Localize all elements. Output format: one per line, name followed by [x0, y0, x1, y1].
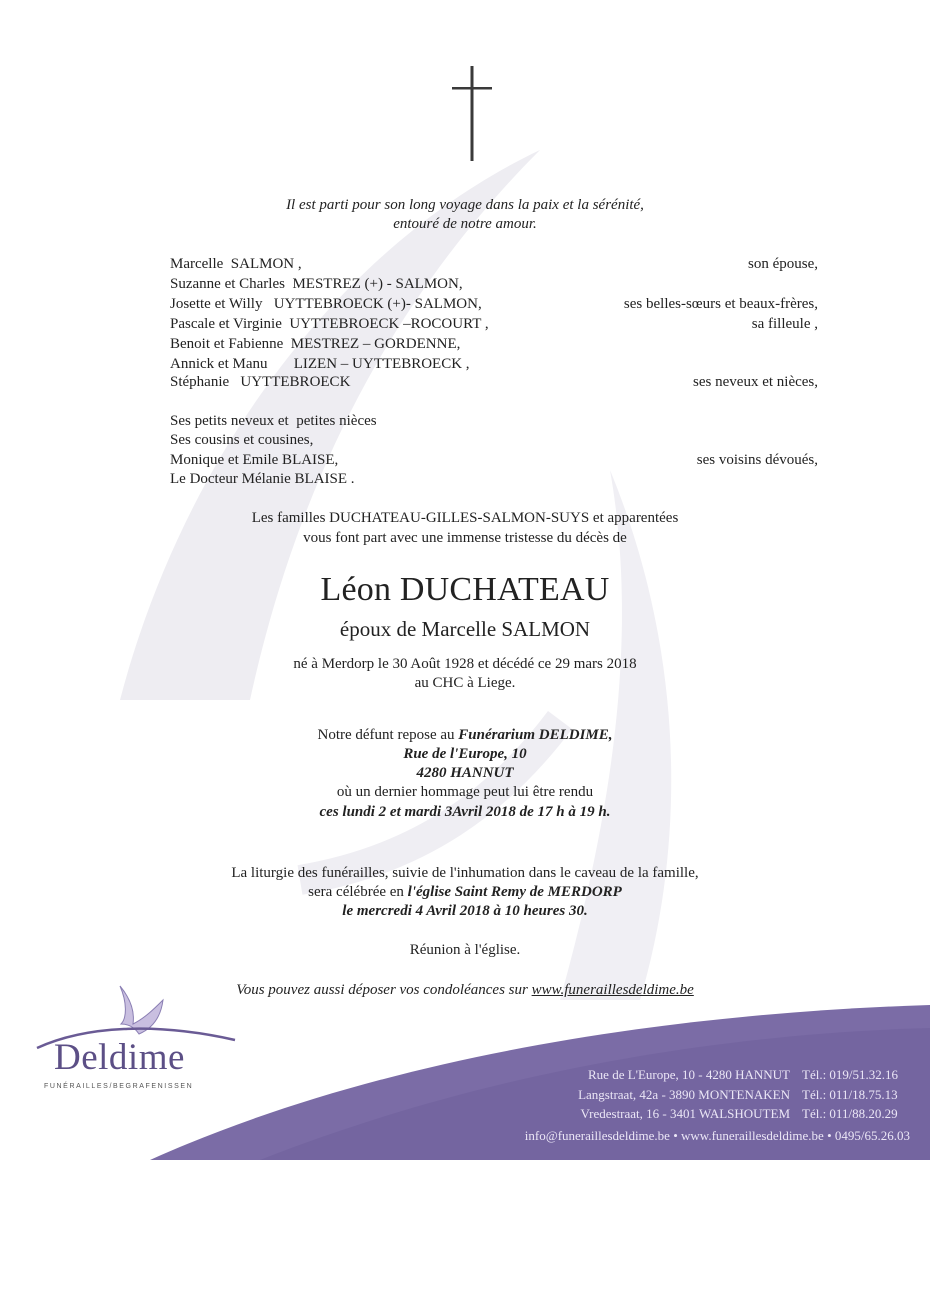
cross-icon: [452, 66, 492, 161]
family-member: Josette et Willy UYTTEBROECK (+)- SALMON,: [170, 296, 482, 312]
logo-tagline: FUNÉRAILLES/BEGRAFENISSEN: [44, 1083, 194, 1090]
rest-intro: Notre défunt repose au: [317, 727, 459, 743]
family-member: Pascale et Virginie UYTTEBROECK –ROCOURT ,: [170, 316, 489, 332]
relatives-row: [170, 469, 818, 489]
condolences-link[interactable]: www.funeraillesdeldime.be: [531, 982, 694, 998]
family-member: Stéphanie UYTTEBROECK: [170, 374, 351, 390]
death-place-line: au CHC à Liege.: [414, 675, 516, 691]
funerarium-street: Rue de l'Europe, 10: [403, 746, 527, 762]
family-member: Suzanne et Charles MESTREZ (+) - SALMON,: [170, 276, 463, 292]
relatives-row: [170, 430, 818, 450]
tribute-line: où un dernier hommage peut lui être rendu: [336, 784, 594, 800]
family-row: [170, 372, 818, 392]
family-row: [170, 314, 818, 334]
footer-contact: info@funeraillesdeldime.be • www.funeraillesdeldime.be • 0495/65.26.03: [524, 1128, 910, 1143]
funeral-line-2: [0, 883, 930, 902]
family-member: Marcelle SALMON ,: [170, 256, 302, 272]
reunion-line: Réunion à l'église.: [409, 942, 521, 958]
funeral-pre: sera célébrée en: [308, 884, 408, 900]
rest-line: [0, 726, 930, 745]
condolences-text: Vous pouvez aussi déposer vos condoléances sur: [236, 982, 532, 998]
birth-death-line: né à Merdorp le 30 Août 1928 et décédé ce 29 mars 2018: [293, 656, 637, 672]
footer-phone: Tél.: 011/88.20.29: [802, 1106, 898, 1121]
family-row: [170, 334, 818, 354]
intro-line-1: Il est parti pour son long voyage dans la paix et la sérénité,: [286, 197, 644, 213]
deceased-spouse: époux de Marcelle SALMON: [339, 617, 591, 641]
relative-name: Monique et Emile BLAISE,: [170, 452, 339, 468]
family-relation: ses neveux et nièces,: [693, 374, 818, 390]
family-row: [170, 274, 818, 294]
intro-line-2: entouré de notre amour.: [393, 216, 537, 232]
footer-phone: Tél.: 019/51.32.16: [802, 1067, 899, 1082]
footer-address: Vredestraat, 16 - 3401 WALSHOUTEM: [580, 1106, 790, 1121]
relatives-row: [170, 411, 818, 431]
family-row: [170, 294, 818, 314]
footer-address-row: [0, 1105, 930, 1123]
family-row: [170, 354, 818, 374]
relative-name: Ses cousins et cousines,: [170, 432, 314, 448]
deceased-name: Léon DUCHATEAU: [320, 571, 610, 608]
footer-address: Langstraat, 42a - 3890 MONTENAKEN: [578, 1087, 790, 1102]
footer-address-row: [0, 1066, 930, 1084]
footer-address-row: [0, 1086, 930, 1104]
funerarium-city: 4280 HANNUT: [416, 765, 514, 781]
relative-name: Ses petits neveux et petites nièces: [170, 413, 377, 429]
family-member: Annick et Manu LIZEN – UYTTEBROECK ,: [170, 356, 470, 372]
viewing-dates: ces lundi 2 et mardi 3Avril 2018 de 17 h à 19 h.: [319, 804, 611, 820]
relatives-row: [170, 450, 818, 470]
footer-address: Rue de L'Europe, 10 - 4280 HANNUT: [588, 1067, 790, 1082]
logo-wordmark: Deldime: [54, 1037, 185, 1078]
family-member: Benoit et Fabienne MESTREZ – GORDENNE,: [170, 336, 461, 352]
funerarium-name: Funérarium DELDIME,: [458, 727, 613, 743]
funeral-line-1: La liturgie des funérailles, suivie de l'inhumation dans le caveau de la famille,: [231, 865, 699, 881]
family-relation: sa filleule ,: [751, 316, 818, 332]
relative-name: Le Docteur Mélanie BLAISE .: [170, 471, 355, 487]
relative-relation: ses voisins dévoués,: [696, 452, 818, 468]
family-relation: son épouse,: [748, 256, 818, 272]
family-relation: ses belles-sœurs et beaux-frères,: [623, 296, 818, 312]
family-row: [170, 254, 818, 274]
church-name: l'église Saint Remy de MERDORP: [407, 884, 622, 900]
footer-phone: Tél.: 011/18.75.13: [802, 1087, 898, 1102]
announcement-line-1: Les familles DUCHATEAU-GILLES-SALMON-SUYS et apparentées: [251, 510, 679, 526]
announcement-line-2: vous font part avec une immense tristesse du décès de: [303, 530, 627, 546]
funeral-date: le mercredi 4 Avril 2018 à 10 heures 30.: [342, 903, 588, 919]
